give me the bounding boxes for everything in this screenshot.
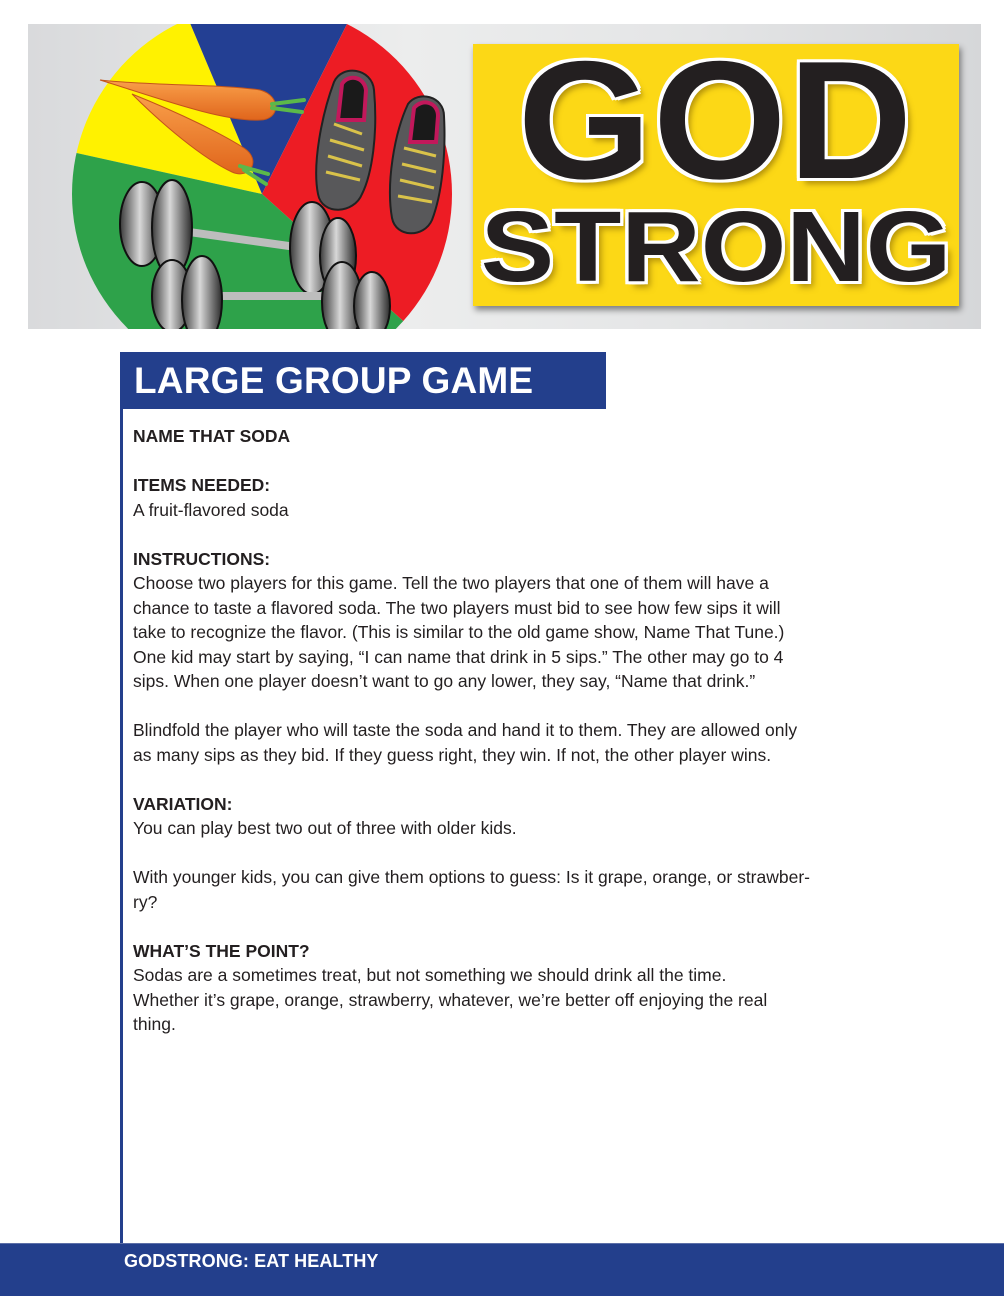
variation-text: With younger kids, you can give them options to guess: Is it grape, orange, or strawber- bbox=[133, 867, 811, 887]
instructions-line: One kid may start by saying, “I can name that drink in 5 sips.” The other may go to 4 bbox=[133, 646, 784, 667]
items-heading: ITEMS NEEDED: bbox=[133, 475, 271, 495]
variation-text: ry? bbox=[133, 891, 158, 912]
variation-text: You can play best two out of three with older kids. bbox=[133, 818, 517, 838]
healthy-pie-graphic bbox=[72, 24, 452, 329]
logo-line-strong: STRONG bbox=[480, 191, 952, 303]
instructions-line: sips. When one player doesn’t want to go any lower, they say, “Name that drink.” bbox=[133, 671, 756, 691]
footer-label: GODSTRONG: EAT HEALTHY bbox=[124, 1251, 379, 1271]
point-text: Whether it’s grape, orange, strawberry, whatever, we’re better off enjoying the real bbox=[133, 989, 768, 1010]
instructions-heading: INSTRUCTIONS: bbox=[133, 548, 271, 569]
footer-bar bbox=[0, 1243, 1004, 1296]
game-name: NAME THAT SODA bbox=[133, 426, 291, 446]
header-banner bbox=[28, 24, 981, 329]
point-text: thing. bbox=[133, 1014, 176, 1034]
items-text: A fruit-flavored soda bbox=[133, 499, 289, 520]
logo-line-god: GOD bbox=[517, 26, 915, 214]
variation-heading: VARIATION: bbox=[133, 793, 233, 814]
instructions-line: take to recognize the flavor. (This is similar to the old game show, Name That Tune.) bbox=[133, 622, 785, 642]
game-content bbox=[133, 424, 913, 1037]
instructions-line: as many sips as they bid. If they guess right, they win. If not, the other player wins. bbox=[133, 744, 772, 765]
instructions-line: Choose two players for this game. Tell the two players that one of them will have a bbox=[133, 573, 769, 593]
god-strong-logo bbox=[473, 26, 959, 306]
left-accent-rule bbox=[120, 352, 123, 1246]
point-text: Sodas are a sometimes treat, but not something we should drink all the time. bbox=[133, 965, 727, 985]
section-title: LARGE GROUP GAME bbox=[120, 352, 606, 409]
instructions-line: chance to taste a flavored soda. The two players must bid to see how few sips it will bbox=[133, 597, 781, 618]
point-heading: WHAT’S THE POINT? bbox=[133, 940, 310, 961]
instructions-line: Blindfold the player who will taste the soda and hand it to them. They are allowed only bbox=[133, 720, 798, 740]
